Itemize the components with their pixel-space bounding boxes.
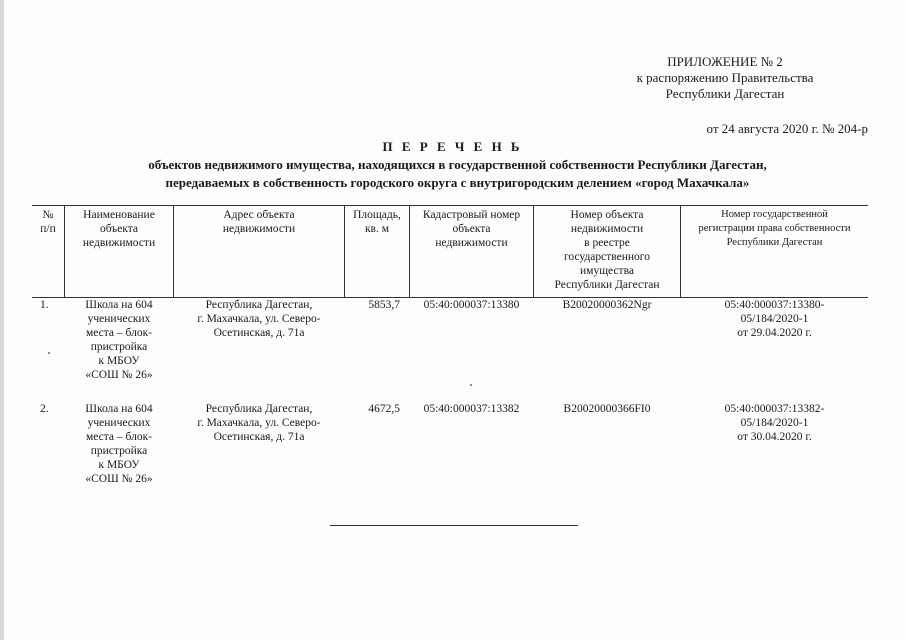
header-cell-name (65, 208, 173, 250)
subtitle-line-1: объектов недвижимого имущества, находящихся в государственной собственности Республики Дагестан, (148, 157, 767, 172)
row-address: Республика Дагестан, г. Махачкала, ул. Северо- Осетинская, д. 71а (197, 403, 321, 443)
appendix-line-2: к распоряжению Правительства (636, 70, 814, 85)
row-area: 4672,5 (368, 403, 400, 415)
row-address: Республика Дагестан, г. Махачкала, ул. Северо- Осетинская, д. 71а (197, 299, 321, 339)
header-area-text: Площадь, кв. м (353, 209, 401, 235)
row-registration-number: 05:40:000037:13380- 05/184/2020-1 от 29.04.2020 г. (724, 299, 825, 339)
header-registry-text: Номер объекта недвижимости в реестре государственного имущества Республики Дагестан (554, 209, 660, 291)
header-cell-cadastral (410, 208, 533, 250)
row-object-name: Школа на 604 ученических места – блок- пристройка к МБОУ «СОШ № 26» (85, 403, 153, 485)
table-top-rule (32, 205, 868, 206)
header-address-text: Адрес объекта недвижимости (222, 209, 296, 235)
scan-edge (0, 0, 4, 640)
appendix-line-3: Республики Дагестан (665, 86, 785, 101)
row-area: 5853,7 (368, 299, 400, 311)
row-object-name: Школа на 604 ученических места – блок- пристройка к МБОУ «СОШ № 26» (85, 299, 153, 381)
row-registration-number: 05:40:000037:13382- 05/184/2020-1 от 30.04.2020 г. (724, 403, 825, 443)
header-cadastral-text: Кадастровый номер объекта недвижимости (422, 209, 521, 249)
row-registry-number: B20020000366FI0 (563, 403, 651, 415)
scan-speck (470, 384, 472, 386)
header-cell-number (32, 208, 64, 236)
appendix-heading (600, 54, 850, 102)
header-cell-registration (681, 208, 868, 250)
row-number: 1. (40, 299, 49, 311)
document-title: П Е Р Е Ч Е Н Ь (382, 139, 523, 154)
row-cadastral-number: 05:40:000037:13382 (423, 403, 520, 415)
header-cell-area (345, 208, 409, 236)
header-cell-registry (534, 208, 680, 292)
order-date-number: от 24 августа 2020 г. № 204-р (706, 121, 868, 136)
header-name-text: Наименование объекта недвижимости (82, 209, 156, 249)
row-cadastral-number: 05:40:000037:13380 (423, 299, 520, 311)
closing-rule (330, 525, 578, 526)
subtitle-line-2: передаваемых в собственность городского округа с внутригородским делением «город Махачкала» (165, 175, 750, 190)
row-registry-number: B20020000362Ngr (562, 299, 652, 311)
row-number: 2. (40, 403, 49, 415)
document-subtitle (40, 156, 875, 192)
scan-speck (48, 352, 50, 354)
appendix-line-1: ПРИЛОЖЕНИЕ № 2 (667, 54, 783, 69)
header-cell-address (174, 208, 344, 236)
header-number-text: № п/п (40, 209, 56, 235)
header-registration-text: Номер государственной регистрации права собственности Республики Дагестан (698, 209, 851, 248)
